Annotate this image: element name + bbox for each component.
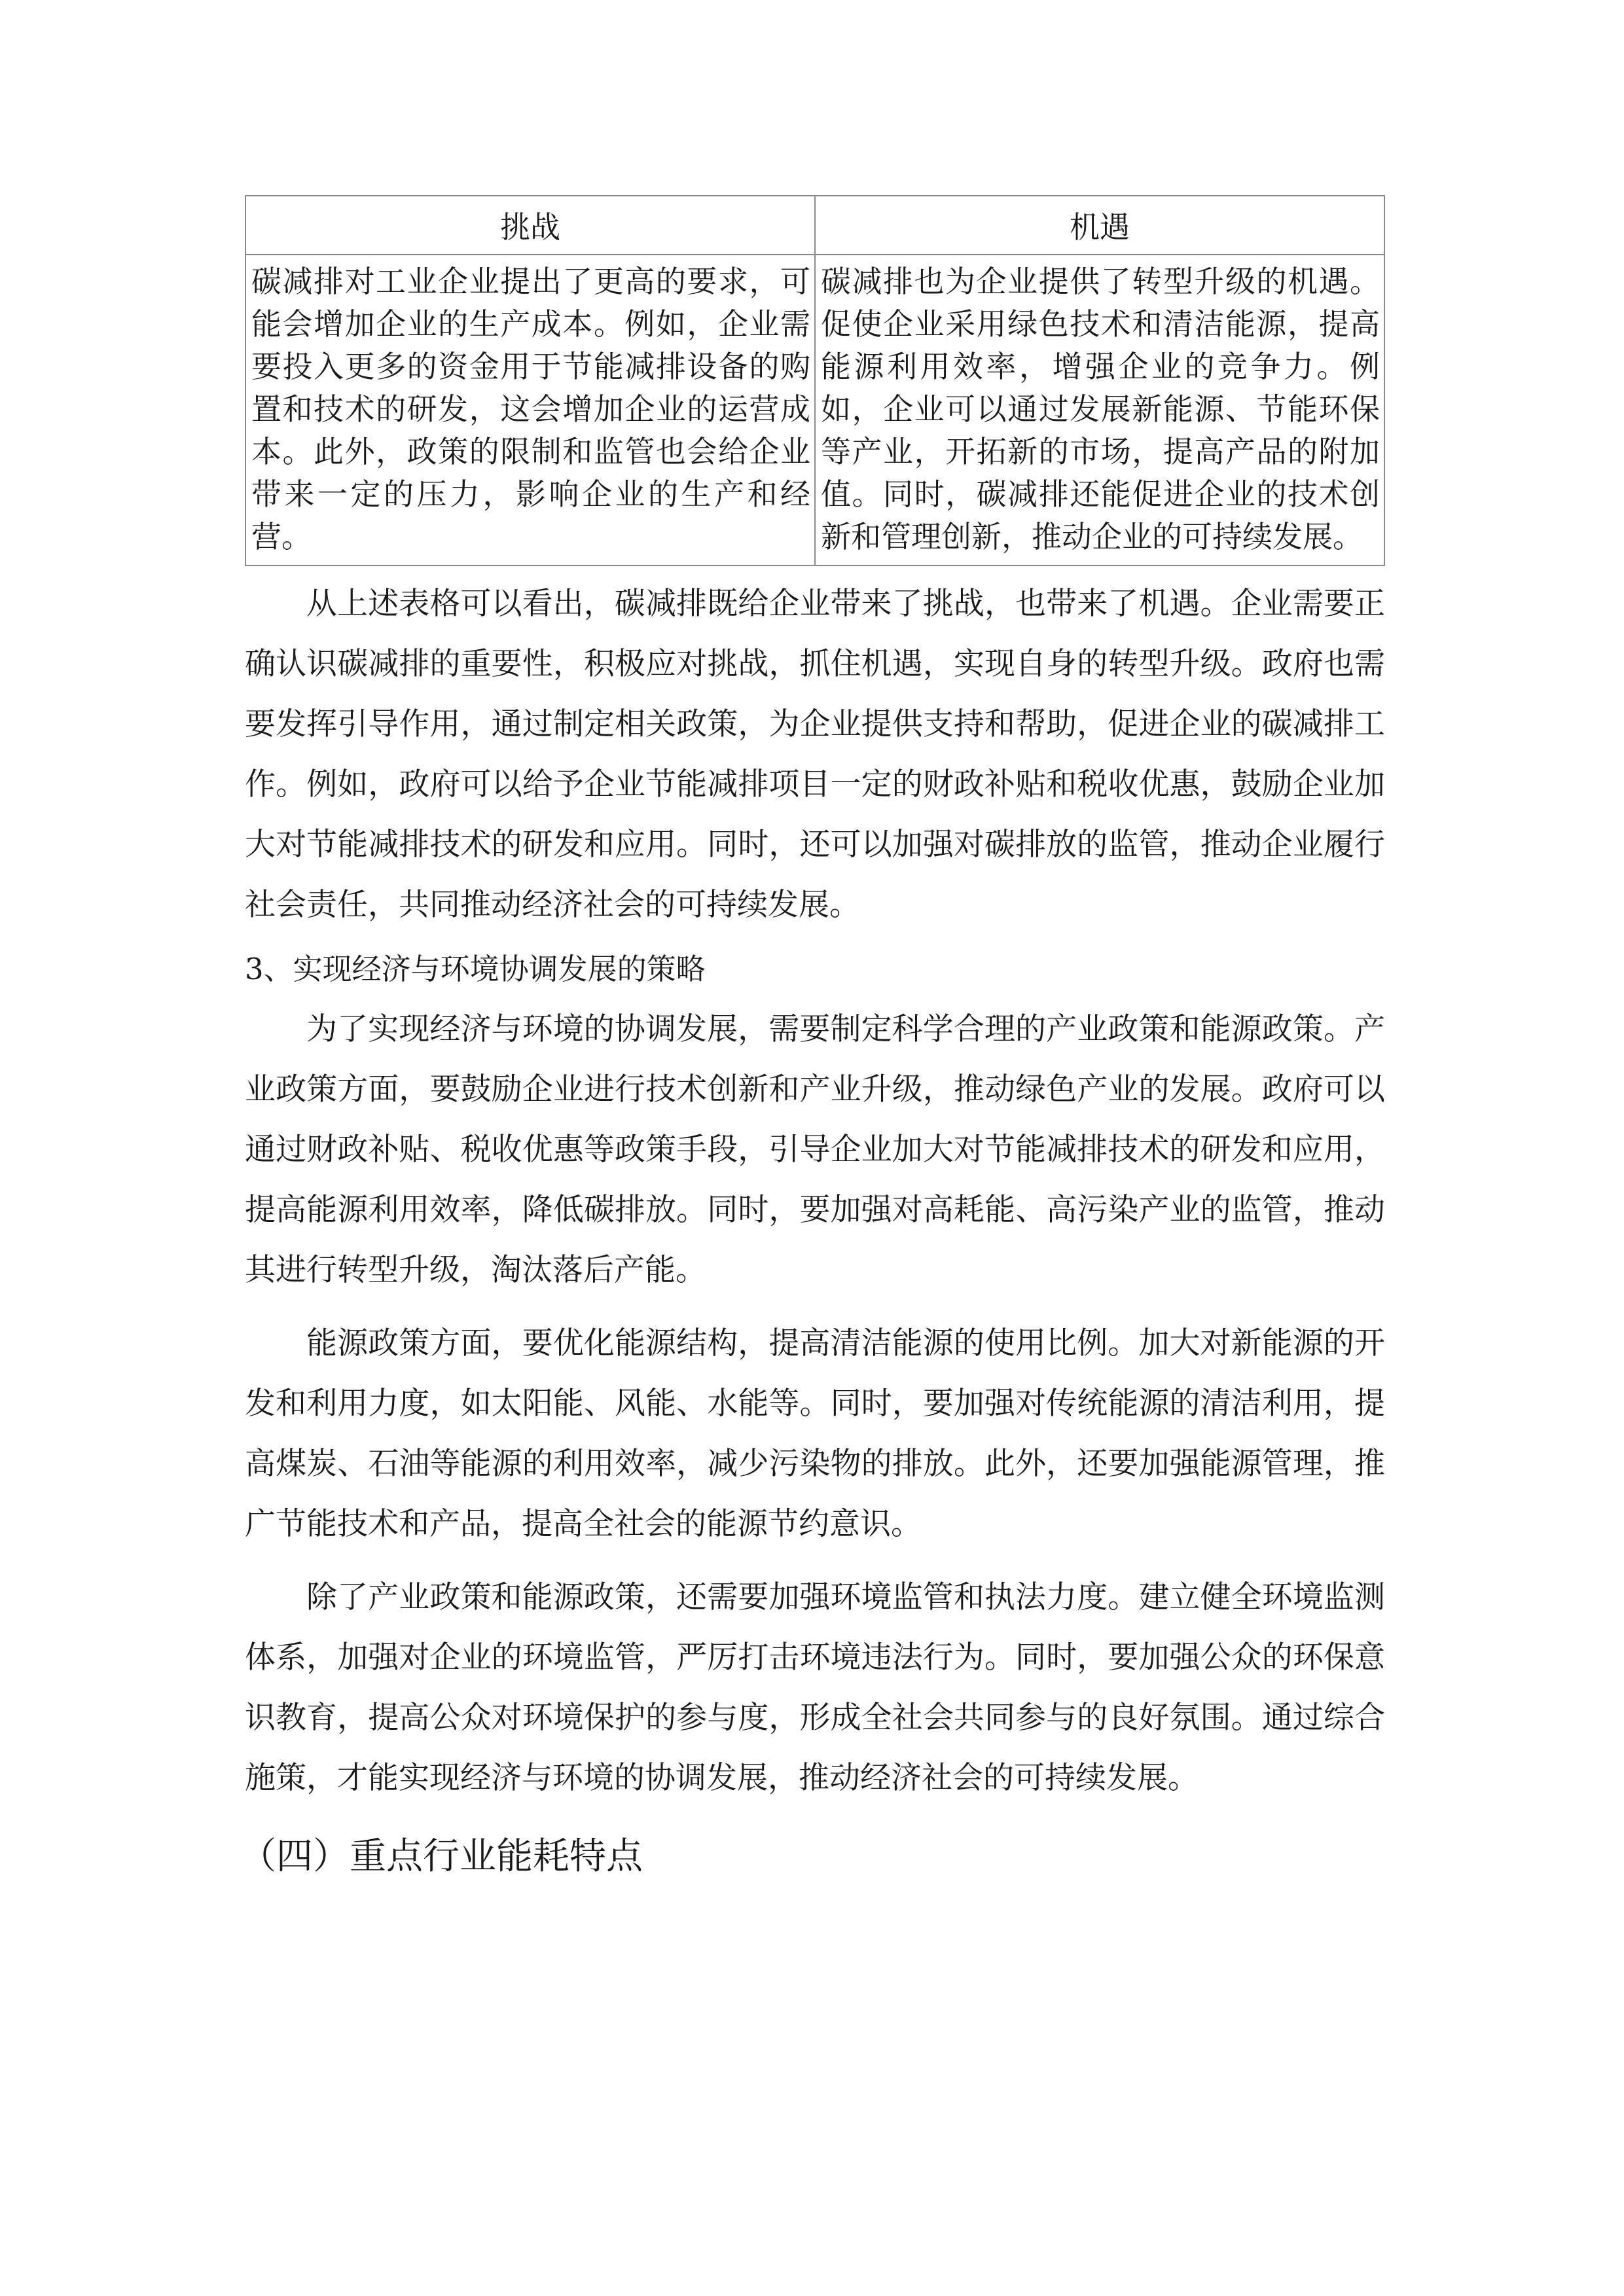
paragraph-energy-policy: 能源政策方面，要优化能源结构，提高清洁能源的使用比例。加大对新能源的开发和利用力度，如太阳能、风能、水能等。同时，要加强对传统能源的清洁利用，提高煤炭、石油等能源的利用效率，减少污染物的排放。此外，还要加强能源管理，推广节能技术和产品，提高全社会的能源节约意识。 (245, 1325, 1385, 1542)
section-4-heading: （四）重点行业能耗特点 (240, 1835, 643, 1878)
section-3-heading: 3、实现经济与环境协调发展的策略 (245, 952, 706, 986)
table-cell-challenge: 碳减排对工业企业提出了更高的要求，可能会增加企业的生产成本。例如，企业需要投入更多的资金用于节能减排设备的购置和技术的研发，这会增加企业的运营成本。此外，政策的限制和监管也会给企业带来一定的压力，影响企业的生产和经营。 (245, 255, 815, 565)
challenge-opportunity-table (245, 195, 1385, 566)
paragraph-environmental-regulation: 除了产业政策和能源政策，还需要加强环境监管和执法力度。建立健全环境监测体系，加强对企业的环境监管，严厉打击环境违法行为。同时，要加强公众的环保意识教育，提高公众对环境保护的参与度，形成全社会共同参与的良好氛围。通过综合施策，才能实现经济与环境的协调发展，推动经济社会的可持续发展。 (245, 1579, 1385, 1796)
paragraph-table-summary: 从上述表格可以看出，碳减排既给企业带来了挑战，也带来了机遇。企业需要正确认识碳减排的重要性，积极应对挑战，抓住机遇，实现自身的转型升级。政府也需要发挥引导作用，通过制定相关政策，为企业提供支持和帮助，促进企业的碳减排工作。例如，政府可以给予企业节能减排项目一定的财政补贴和税收优惠，鼓励企业加大对节能减排技术的研发和应用。同时，还可以加强对碳排放的监管，推动企业履行社会责任，共同推动经济社会的可持续发展。 (245, 586, 1385, 923)
document-page (240, 195, 1385, 1887)
table-cell-opportunity: 碳减排也为企业提供了转型升级的机遇。促使企业采用绿色技术和清洁能源，提高能源利用效率，增强企业的竞争力。例如，企业可以通过发展新能源、节能环保等产业，开拓新的市场，提高产品的附加值。同时，碳减排还能促进企业的技术创新和管理创新，推动企业的可持续发展。 (815, 255, 1384, 565)
table-header-opportunity: 机遇 (815, 196, 1384, 255)
paragraph-industrial-policy: 为了实现经济与环境的协调发展，需要制定科学合理的产业政策和能源政策。产业政策方面，要鼓励企业进行技术创新和产业升级，推动绿色产业的发展。政府可以通过财政补贴、税收优惠等政策手段，引导企业加大对节能减排技术的研发和应用，提高能源利用效率，降低碳排放。同时，要加强对高耗能、高污染产业的监管，推动其进行转型升级，淘汰落后产能。 (245, 1011, 1385, 1288)
table-header-row (245, 196, 1384, 255)
table-header-challenge: 挑战 (245, 196, 815, 255)
table-row (245, 255, 1384, 565)
